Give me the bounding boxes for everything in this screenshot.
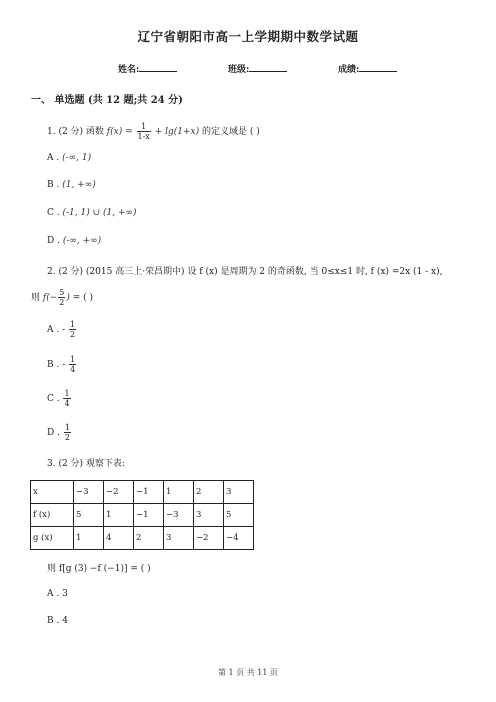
q1-suffix: 的定义域是 ( ) — [202, 127, 260, 137]
option-label: B . — [47, 360, 60, 370]
q1-option-a[interactable] — [47, 153, 91, 163]
table-cell: 2 — [194, 481, 224, 504]
score-blank — [359, 62, 397, 72]
value-table — [30, 480, 254, 550]
table-cell: x — [31, 481, 74, 504]
question-1 — [47, 122, 260, 141]
option-label: D . — [47, 236, 60, 246]
option-den: 4 — [70, 365, 76, 374]
q1-prefix: 1. (2 分) 函数 — [47, 127, 104, 137]
table-cell: −1 — [134, 504, 164, 527]
q3-option-a[interactable] — [47, 589, 68, 599]
page-title: 辽宁省朝阳市高一上学期期中数学试题 — [137, 29, 359, 44]
table-cell: g (x) — [31, 527, 74, 550]
table-cell: −3 — [74, 481, 104, 504]
option-label: B . — [47, 180, 60, 190]
question-2-line1: 2. (2 分) (2015 高三上·荣昌期中) 设 f (x) 是周期为 2 的奇函数, 当 0≤x≤1 时, f (x) =2x (1 - x), — [47, 267, 443, 277]
q1-fx: f(x) = — [106, 127, 133, 137]
q1-option-c[interactable] — [47, 208, 137, 218]
table-cell: 1 — [104, 504, 134, 527]
q2-fraction — [58, 288, 65, 307]
option-label: C . — [47, 394, 60, 404]
option-value: (-∞, 1) — [62, 153, 92, 163]
table-cell: 2 — [134, 527, 164, 550]
q1-fraction — [137, 122, 151, 141]
option-num: 1 — [70, 320, 76, 329]
option-label: A . — [47, 589, 60, 599]
option-value: (1, +∞) — [62, 180, 96, 190]
q2-frac-num: 5 — [59, 288, 65, 297]
table-cell: −4 — [224, 527, 254, 550]
table-cell: 3 — [164, 527, 194, 550]
option-label: A . — [47, 325, 60, 335]
section-heading: 一、 单选题 (共 12 题;共 24 分) — [31, 95, 183, 106]
q1-frac-den: 1-x — [137, 132, 150, 141]
q2-frac-den: 2 — [59, 298, 65, 307]
q2-option-a[interactable] — [47, 320, 77, 339]
option-label: C . — [47, 208, 60, 218]
option-label: D . — [47, 428, 60, 438]
table-row — [31, 527, 254, 550]
question-3-prompt: 则 f[g (3) −f (−1)] = ( ) — [47, 564, 151, 574]
table-cell: −2 — [104, 481, 134, 504]
q2-option-c[interactable] — [47, 389, 72, 408]
q1-frac-num: 1 — [137, 122, 151, 132]
score-label: 成绩: — [338, 65, 360, 75]
option-value: 3 — [62, 589, 68, 599]
option-sign: - — [62, 360, 66, 370]
q1-option-d[interactable] — [47, 236, 101, 246]
q2-suffix: = ( ) — [72, 293, 94, 303]
table-cell: 3 — [224, 481, 254, 504]
name-label: 姓名: — [118, 65, 140, 75]
option-num: 1 — [64, 389, 70, 398]
name-field — [118, 62, 177, 75]
table-cell: −2 — [194, 527, 224, 550]
option-value: (-∞, +∞) — [62, 236, 102, 246]
q2-f: f — [42, 293, 47, 303]
q3-option-b[interactable] — [47, 616, 68, 626]
option-value: 4 — [62, 616, 68, 626]
table-cell: 3 — [194, 504, 224, 527]
q2-prefix: 则 — [31, 293, 41, 303]
class-label: 班级: — [228, 65, 250, 75]
class-blank — [249, 62, 287, 72]
table-cell: −3 — [164, 504, 194, 527]
q2-option-b[interactable] — [47, 355, 77, 374]
option-label: A . — [47, 153, 60, 163]
option-num: 1 — [64, 423, 70, 432]
question-2-line2: 则 f(− $\frac{5}{2}$ ) = ( ) — [31, 288, 94, 307]
class-field — [228, 62, 287, 75]
table-row — [31, 481, 254, 504]
q2-neg: − — [49, 293, 58, 303]
option-value: (-1, 1) ∪ (1, +∞) — [62, 208, 137, 218]
table-cell: 1 — [74, 527, 104, 550]
option-den: 2 — [70, 330, 76, 339]
q2-option-d[interactable] — [47, 423, 72, 442]
table-cell: 4 — [104, 527, 134, 550]
table-row — [31, 504, 254, 527]
score-field — [338, 62, 397, 75]
option-label: B . — [47, 616, 60, 626]
page-footer: 第 1 页 共 11 页 — [218, 668, 278, 677]
q1-option-b[interactable] — [47, 180, 96, 190]
table-cell: f (x) — [31, 504, 74, 527]
q1-lg: + lg(1+x) — [154, 127, 200, 137]
option-den: 2 — [64, 433, 70, 442]
name-blank — [139, 62, 177, 72]
table-cell: 5 — [74, 504, 104, 527]
option-num: 1 — [70, 355, 76, 364]
option-den: 4 — [64, 399, 70, 408]
table-cell: 5 — [224, 504, 254, 527]
table-cell: 1 — [164, 481, 194, 504]
option-sign: - — [62, 325, 66, 335]
table-cell: −1 — [134, 481, 164, 504]
question-3: 3. (2 分) 观察下表: — [47, 459, 125, 469]
